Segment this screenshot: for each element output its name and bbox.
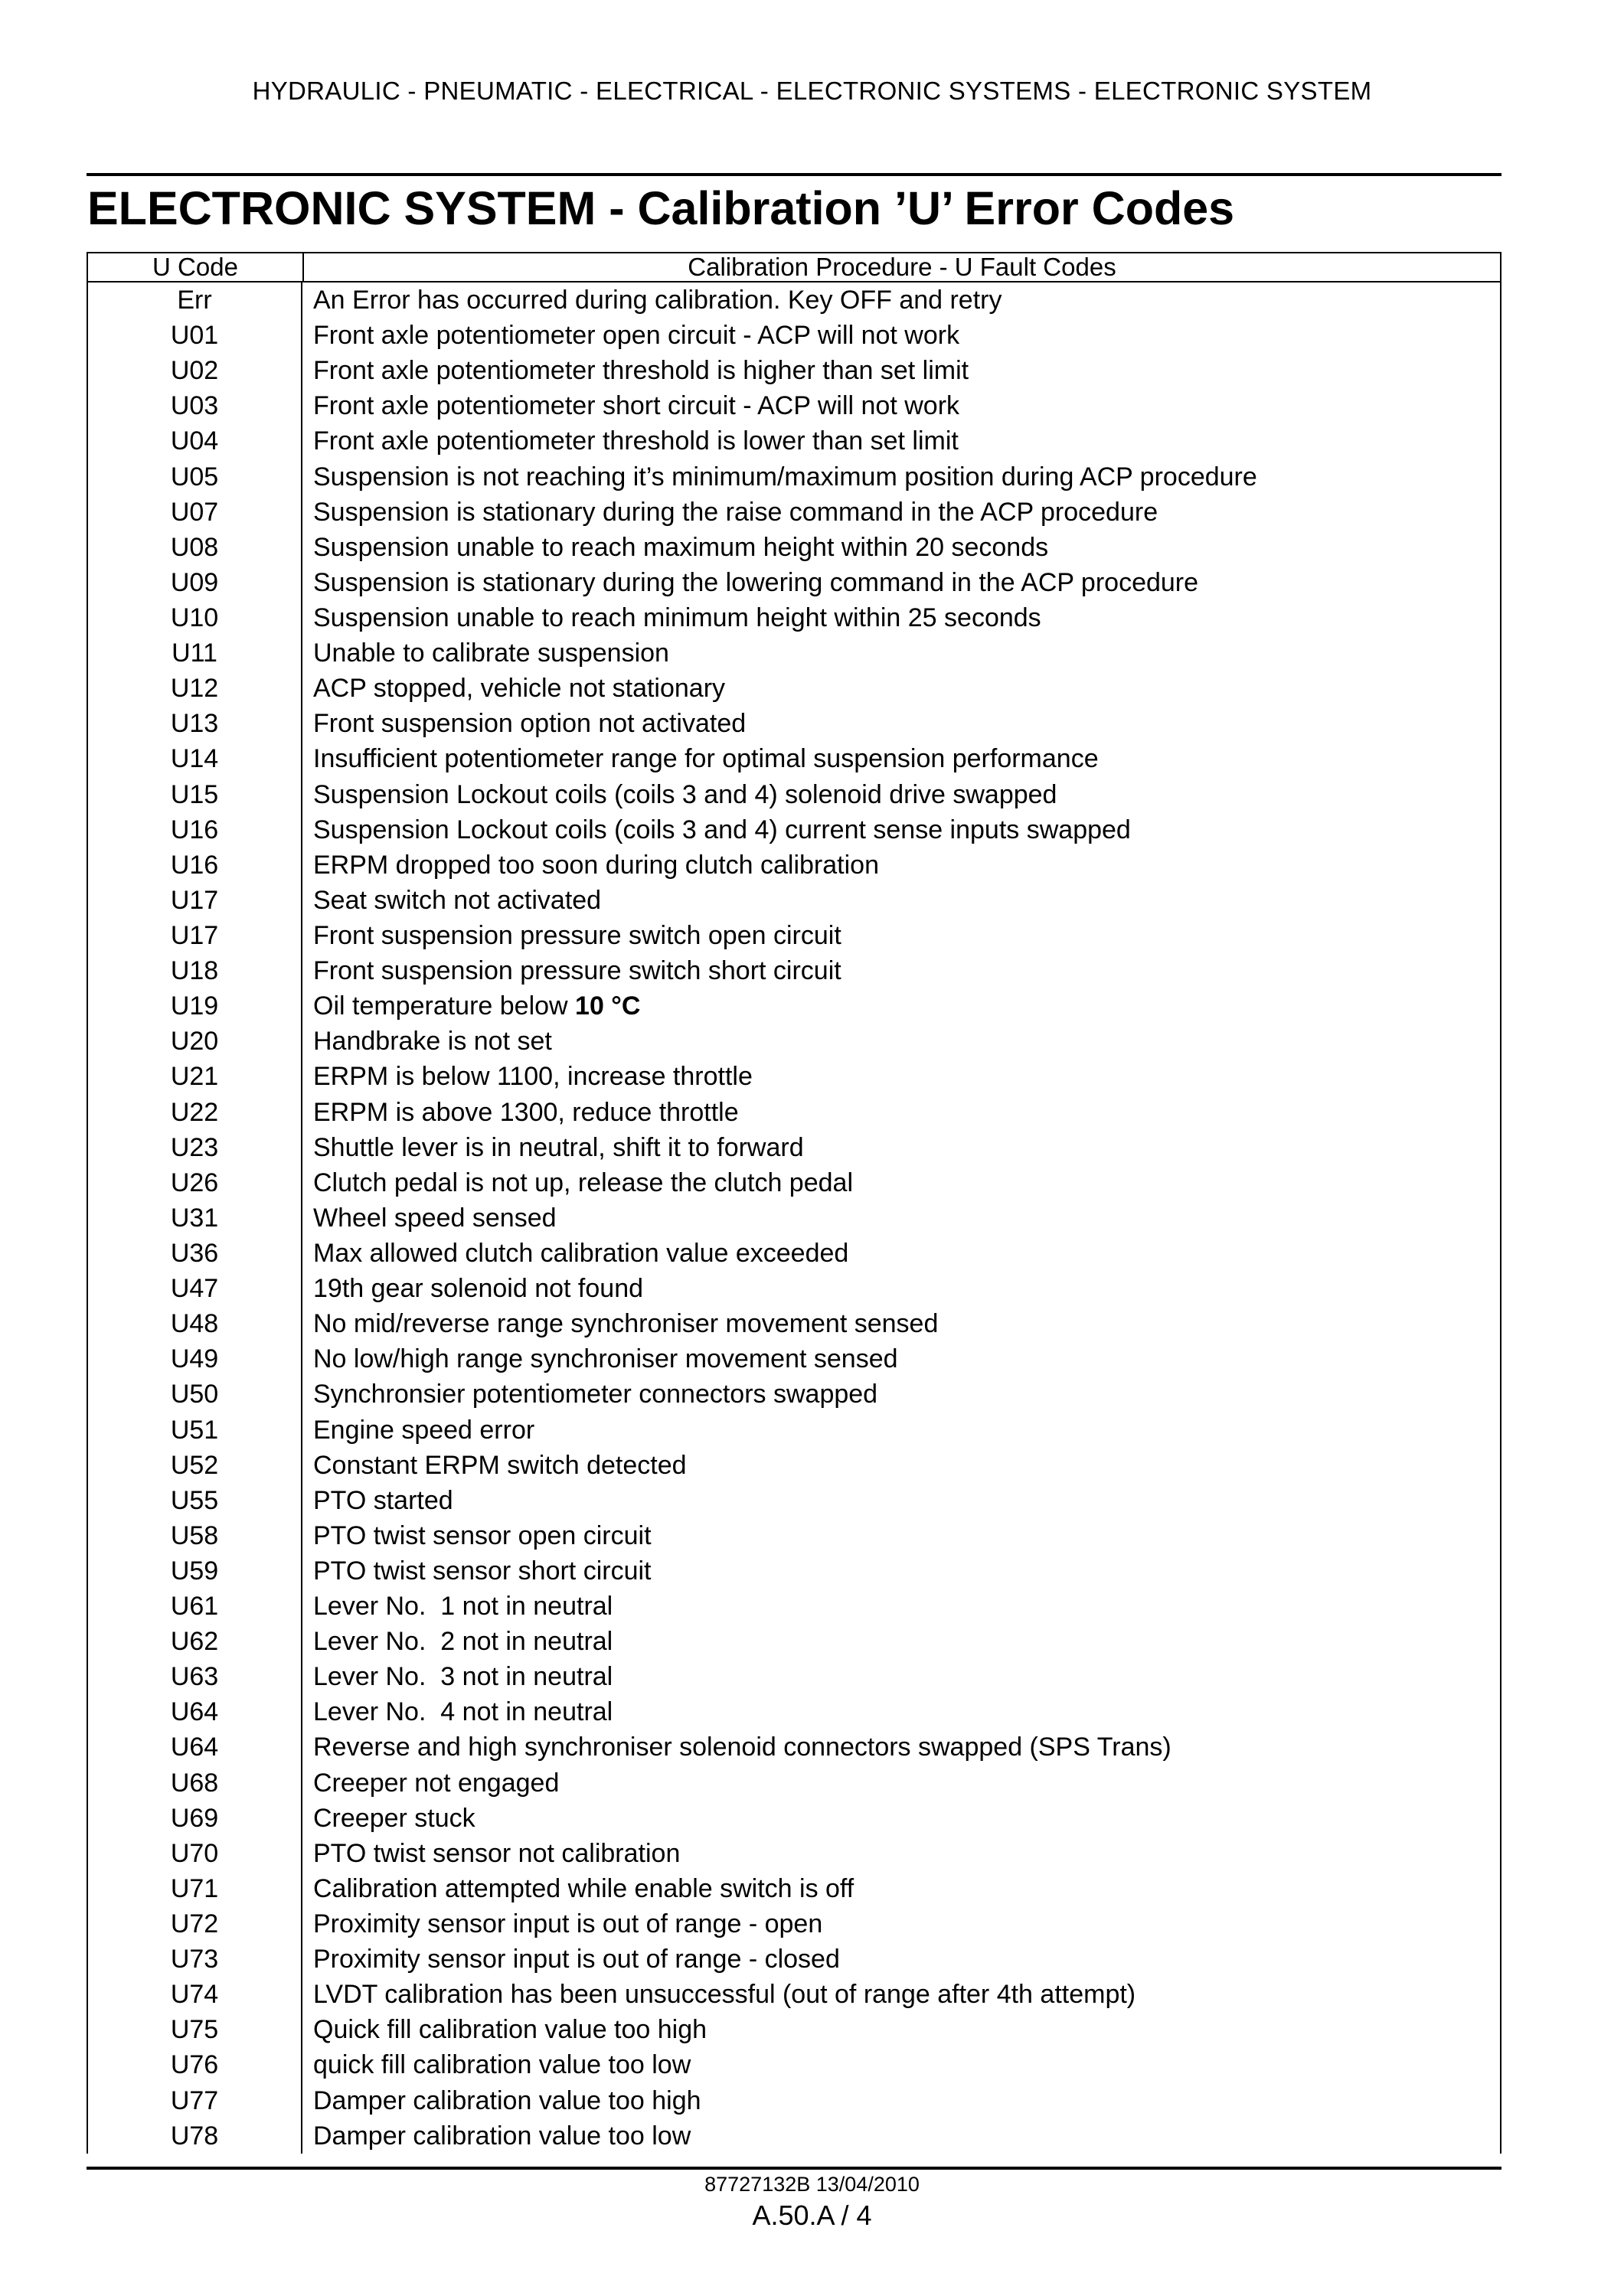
table-row [87,1694,1501,1729]
u-code-cell: U31 [170,1203,219,1233]
table-header-row [87,252,1501,283]
table-left-border [87,283,88,2154]
u-code-cell: U05 [170,462,219,492]
description-cell [302,1200,1501,1236]
description-cell [302,1836,1501,1871]
u-code-cell: U73 [170,1945,219,1974]
u-code-cell: U02 [170,356,219,386]
description-cell [302,1165,1501,1200]
u-code-cell: U07 [170,497,219,527]
u-code-cell: U22 [170,1097,219,1127]
description-cell [302,530,1501,565]
description-text: Engine speed error [313,1415,535,1445]
description-cell [302,1765,1501,1801]
table-row [87,1836,1501,1871]
description-text: ERPM dropped too soon during clutch calibration [313,850,879,880]
page-title: ELECTRONIC SYSTEM - Calibration ’U’ Error Codes [87,182,1235,234]
description-text: LVDT calibration has been unsuccessful (out of range after 4th attempt) [313,1980,1136,2010]
u-code-cell: U74 [170,1980,219,2010]
description-text: Reverse and high synchroniser solenoid connectors swapped (SPS Trans) [313,1733,1171,1762]
description-cell [302,459,1501,495]
table-row [87,1483,1501,1518]
u-code-cell: U21 [170,1062,219,1092]
table-row [87,2083,1501,2118]
description-cell [302,1518,1501,1553]
table-row [87,1977,1501,2012]
description-cell [302,1801,1501,1836]
u-code-cell: U11 [172,639,217,668]
u-code-cell: U04 [170,426,219,456]
description-cell [302,1483,1501,1518]
description-cell [302,953,1501,988]
description-cell [302,988,1501,1024]
table-row [87,1271,1501,1306]
document-reference: 87727132B 13/04/2010 [704,2173,920,2196]
description-cell [302,1024,1501,1059]
description-cell [302,777,1501,812]
description-cell [302,1236,1501,1271]
description-text: Creeper stuck [313,1803,475,1833]
u-code-cell: U14 [170,744,219,774]
description-text: An Error has occurred during calibration. Key OFF and retry [313,286,1002,315]
table-row [87,495,1501,530]
description-cell [302,2012,1501,2047]
u-code-cell: U55 [170,1485,219,1515]
table-row [87,1518,1501,1553]
u-code-cell: U58 [170,1520,219,1550]
u-code-cell: U10 [170,603,219,632]
u-code-cell: U23 [170,1132,219,1162]
page-number: A.50.A / 4 [752,2200,872,2231]
table-row [87,988,1501,1024]
description-text: Front suspension pressure switch open circuit [313,920,841,950]
table-row [87,459,1501,495]
description-cell [302,2047,1501,2082]
description-text: ERPM is above 1300, reduce throttle [313,1097,739,1127]
u-code-cell: U71 [170,1873,219,1903]
description-text: Seat switch not activated [313,885,602,915]
table-row [87,1095,1501,1130]
description-cell [302,1377,1501,1412]
table-row [87,1624,1501,1659]
running-header: HYDRAULIC - PNEUMATIC - ELECTRICAL - ELECTRONIC SYSTEMS - ELECTRONIC SYSTEM [252,77,1372,105]
table-row [87,671,1501,706]
table-row [87,2012,1501,2047]
description-text: Wheel speed sensed [313,1203,557,1233]
description-text: Suspension is stationary during the raise command in the ACP procedure [313,497,1158,527]
description-cell [302,1977,1501,2012]
description-cell [302,1589,1501,1624]
description-text: Clutch pedal is not up, release the clutch pedal [313,1168,854,1197]
u-code-cell: U76 [170,2050,219,2080]
table-row [87,1871,1501,1906]
description-cell [302,1341,1501,1377]
table-row [87,706,1501,741]
description-text: Lever No. 2 not in neutral [313,1627,613,1657]
table-row [87,848,1501,883]
table-row [87,318,1501,353]
table-row [87,1200,1501,1236]
description-cell [302,2083,1501,2118]
u-code-cell: U78 [170,2121,219,2151]
error-code-table [87,252,1501,2154]
description-text: ACP stopped, vehicle not stationary [313,674,726,704]
description-text: Front axle potentiometer short circuit - ACP will not work [313,391,960,421]
description-cell [302,1871,1501,1906]
table-row [87,1413,1501,1448]
description-text: Unable to calibrate suspension [313,639,669,668]
description-text: Suspension Lockout coils (coils 3 and 4) current sense inputs swapped [313,815,1131,844]
description-text: No low/high range synchroniser movement sensed [313,1344,898,1374]
description-cell [302,671,1501,706]
description-cell [302,883,1501,918]
u-code-cell: U61 [170,1592,219,1622]
table-row [87,1306,1501,1341]
description-text: Proximity sensor input is out of range - open [313,1909,823,1939]
description-text: Suspension Lockout coils (coils 3 and 4) solenoid drive swapped [313,779,1057,809]
description-cell [302,1553,1501,1589]
u-code-cell: U50 [170,1380,219,1409]
description-cell [302,1694,1501,1729]
table-row [87,741,1501,776]
table-row [87,2047,1501,2082]
table-column-divider [301,283,302,2154]
description-cell [302,388,1501,423]
table-row [87,283,1501,318]
table-row [87,1942,1501,1977]
description-cell [302,1659,1501,1694]
table-row [87,1448,1501,1483]
description-cell [302,635,1501,671]
description-cell [302,283,1501,318]
description-cell [302,1095,1501,1130]
description-text: Insufficient potentiometer range for optimal suspension performance [313,744,1099,774]
table-right-border [1500,283,1501,2154]
u-code-cell: U15 [170,779,219,809]
u-code-cell: U63 [170,1662,219,1692]
description-cell [302,1130,1501,1165]
description-text: Max allowed clutch calibration value exceeded [313,1238,849,1268]
description-text: Quick fill calibration value too high [313,2015,707,2045]
table-row [87,565,1501,600]
description-text: Suspension unable to reach minimum height within 25 seconds [313,603,1041,632]
table-row [87,600,1501,635]
table-row [87,1024,1501,1059]
u-code-cell: U18 [170,956,219,986]
description-text: quick fill calibration value too low [313,2050,691,2080]
header-divider [87,173,1501,176]
description-text: Shuttle lever is in neutral, shift it to forward [313,1132,804,1162]
description-text: 19th gear solenoid not found [313,1274,644,1304]
description-text: Lever No. 1 not in neutral [313,1592,613,1622]
u-code-cell: U12 [170,674,219,704]
u-code-cell: U77 [170,2085,219,2115]
description-text: Damper calibration value too low [313,2121,691,2151]
u-code-cell: U17 [170,885,219,915]
table-row [87,1236,1501,1271]
description-text: Suspension is not reaching it’s minimum/maximum position during ACP procedure [313,462,1257,492]
description-cell [302,741,1501,776]
description-text: Synchronsier potentiometer connectors swapped [313,1380,878,1409]
description-cell [302,353,1501,388]
u-code-cell: U08 [170,532,219,562]
u-code-cell: U49 [170,1344,219,1374]
description-text: PTO twist sensor not calibration [313,1838,681,1868]
description-text: Calibration attempted while enable switch is off [313,1873,854,1903]
u-code-cell: U52 [170,1450,219,1480]
u-code-cell: Err [177,286,212,315]
table-row [87,353,1501,388]
u-code-cell: U09 [170,567,219,597]
u-code-cell: U75 [170,2015,219,2045]
column-header-u-code: U Code [88,253,304,281]
description-text: PTO started [313,1485,453,1515]
description-cell [302,1624,1501,1659]
description-text: Suspension is stationary during the lowering command in the ACP procedure [313,567,1199,597]
u-code-cell: U64 [170,1697,219,1727]
description-cell [302,1729,1501,1765]
u-code-cell: U36 [170,1238,219,1268]
table-row [87,918,1501,953]
table-row [87,2118,1501,2154]
description-text: Oil temperature below [313,991,576,1021]
u-code-cell: U16 [170,850,219,880]
description-cell [302,1306,1501,1341]
u-code-cell: U03 [170,391,219,421]
u-code-cell: U69 [170,1803,219,1833]
description-text: Front axle potentiometer open circuit - ACP will not work [313,321,960,351]
u-code-cell: U47 [170,1274,219,1304]
table-row [87,635,1501,671]
table-row [87,1377,1501,1412]
column-header-procedure: Calibration Procedure - U Fault Codes [688,253,1116,281]
description-text: Front suspension option not activated [313,709,747,739]
description-cell [302,848,1501,883]
description-text: Creeper not engaged [313,1768,560,1798]
table-row [87,883,1501,918]
table-row [87,1765,1501,1801]
description-cell [302,1906,1501,1942]
description-cell [302,565,1501,600]
description-text: Damper calibration value too high [313,2085,701,2115]
table-row [87,1801,1501,1836]
table-row [87,812,1501,848]
u-code-cell: U48 [170,1309,219,1339]
description-cell [302,1059,1501,1094]
description-cell [302,600,1501,635]
u-code-cell: U68 [170,1768,219,1798]
description-text: Lever No. 4 not in neutral [313,1697,613,1727]
u-code-cell: U20 [170,1027,219,1057]
table-row [87,1553,1501,1589]
table-row [87,1906,1501,1942]
table-body [87,283,1501,2154]
description-text: Handbrake is not set [313,1027,552,1057]
table-row [87,1729,1501,1765]
table-row [87,423,1501,459]
description-cell [302,918,1501,953]
table-row [87,530,1501,565]
u-code-cell: U59 [170,1556,219,1586]
description-cell [302,495,1501,530]
u-code-cell: U01 [170,321,219,351]
table-row [87,777,1501,812]
table-row [87,953,1501,988]
description-text: No mid/reverse range synchroniser movement sensed [313,1309,939,1339]
u-code-cell: U64 [170,1733,219,1762]
u-code-cell: U70 [170,1838,219,1868]
table-row [87,1059,1501,1094]
description-text: PTO twist sensor short circuit [313,1556,652,1586]
table-row [87,1341,1501,1377]
u-code-cell: U26 [170,1168,219,1197]
u-code-cell: U17 [170,920,219,950]
u-code-cell: U51 [170,1415,219,1445]
u-code-cell: U13 [170,709,219,739]
description-cell [302,1942,1501,1977]
description-text: Constant ERPM switch detected [313,1450,687,1480]
description-cell [302,423,1501,459]
u-code-cell: U16 [170,815,219,844]
table-row [87,1659,1501,1694]
footer-divider [87,2167,1501,2170]
u-code-cell: U72 [170,1909,219,1939]
u-code-cell: U19 [170,991,219,1021]
u-code-cell: U62 [170,1627,219,1657]
table-row [87,1165,1501,1200]
description-text: Proximity sensor input is out of range - closed [313,1945,840,1974]
table-row [87,1589,1501,1624]
description-cell [302,318,1501,353]
description-text: Front axle potentiometer threshold is lower than set limit [313,426,959,456]
description-text: ERPM is below 1100, increase throttle [313,1062,753,1092]
description-text: Front suspension pressure switch short circuit [313,956,841,986]
description-text: Lever No. 3 not in neutral [313,1662,613,1692]
description-cell [302,1271,1501,1306]
table-row [87,1130,1501,1165]
description-cell [302,706,1501,741]
description-emphasis: 10 °C [575,991,641,1021]
description-text: Suspension unable to reach maximum height within 20 seconds [313,532,1049,562]
description-text: Front axle potentiometer threshold is higher than set limit [313,356,969,386]
table-row [87,388,1501,423]
description-cell [302,812,1501,848]
description-cell [302,1448,1501,1483]
description-cell [302,1413,1501,1448]
description-cell [302,2118,1501,2154]
description-text: PTO twist sensor open circuit [313,1520,652,1550]
